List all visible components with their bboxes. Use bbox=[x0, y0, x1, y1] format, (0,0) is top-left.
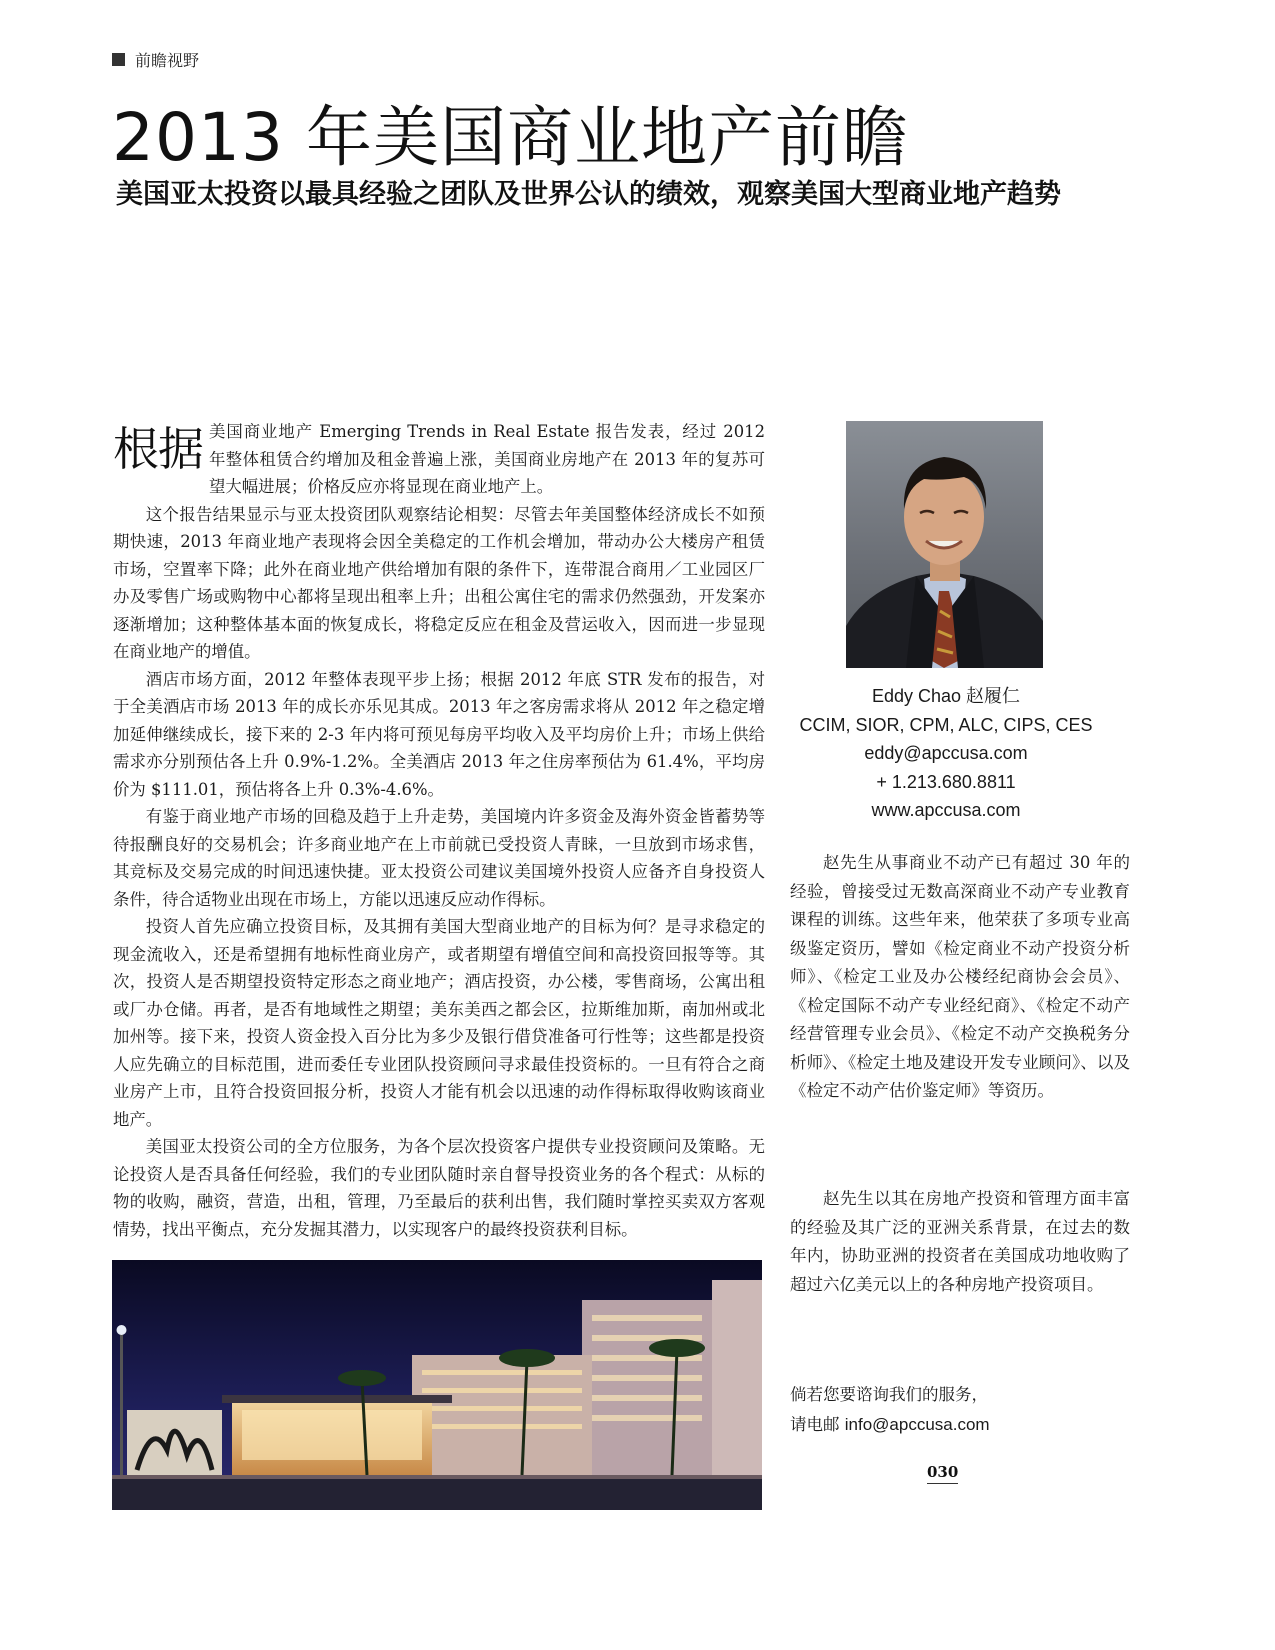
drop-cap: 根据 bbox=[113, 422, 203, 476]
article-lead-text: 美国商业地产 Emerging Trends in Real Estate 报告发表，经过 2012 年整体租赁合约增加及租金普遍上涨，美国商业房地产在 2013 年的复苏可望大幅进展；价格反应亦将显现在商业地产上。 bbox=[209, 422, 765, 496]
bio-paragraph: 赵先生以其在房地产投资和管理方面丰富的经验及其广泛的亚洲关系背景，在过去的数年内，协助亚洲的投资者在美国成功地收购了超过六亿美元以上的各种房地产投资项目。 bbox=[790, 1189, 1130, 1294]
inquiry-line: 倘若您要谘询我们的服务， bbox=[790, 1385, 988, 1404]
portrait-photo bbox=[846, 421, 1043, 668]
article-paragraph: 投资人首先应确立投资目标，及其拥有美国大型商业地产的目标为何？是寻求稳定的现金流收入，还是希望拥有地标性商业房产，或者期望有增值空间和高投资回报等等。其次，投资人是否期望投资特定形态之商业地产；酒店投资，办公楼，零售商场，公寓出租或厂办仓储。再者，是否有地域性之期望；美东美西之都会区，拉斯维加斯，南加州或北加州等。接下来，投资人资金投入百分比为多少及银行借贷准备可行性等；这些都是投资人应先确立的目标范围，进而委任专业团队投资顾问寻求最佳投资标的。一旦有符合之商业房产上市，且符合投资回报分析，投资人才能有机会以迅速的动作得标取得收购该商业地产。 bbox=[113, 917, 765, 1129]
article-paragraph: 有鉴于商业地产市场的回稳及趋于上升走势，美国境内许多资金及海外资金皆蓄势等待报酬良好的交易机会；许多商业地产在上市前就已受投资人青睐，一旦放到市场求售，其竞标及交易完成的时间迅速快捷。亚太投资公司建议美国境外投资人应备齐自身投资人条件，待合适物业出现在市场上，方能以迅速反应动作得标。 bbox=[113, 807, 765, 909]
section-tag-label: 前瞻视野 bbox=[135, 51, 200, 70]
section-tag bbox=[112, 48, 199, 71]
building-photo bbox=[112, 1260, 762, 1510]
inquiry-email[interactable]: info@apccusa.com bbox=[844, 1415, 990, 1434]
inquiry-block bbox=[790, 1380, 990, 1440]
inquiry-email-line bbox=[790, 1410, 990, 1440]
article-body bbox=[113, 418, 765, 1243]
contact-email[interactable]: eddy@apccusa.com bbox=[864, 743, 1028, 763]
bio-paragraph: 赵先生从事商业不动产已有超过 30 年的经验，曾接受过无数高深商业不动产专业教育课程的训练。这些年来，他荣获了多项专业高级鉴定资历，譬如《检定商业不动产投资分析师》、《检定工业及办公楼经纪商协会会员》、《检定国际不动产专业经纪商》、《检定不动产经营管理专业会员》、《检定不动产交换税务分析师》、《检定土地及建设开发专业顾问》、以及《检定不动产估价鉴定师》等资历。 bbox=[790, 853, 1130, 1100]
bio-section-1 bbox=[790, 849, 1130, 1106]
article-paragraph: 这个报告结果显示与亚太投资团队观察结论相契：尽管去年美国整体经济成长不如预期快速，2013 年商业地产表现将会因全美稳定的工作机会增加，带动办公大楼房产租赁市场，空置率下降；此外在商业地产供给增加有限的条件下，连带混合商用／工业园区厂办及零售广场或购物中心都将呈现出租率上升；出租公寓住宅的需求仍然强劲，开发案亦逐渐增加；这种整体基本面的恢复成长，将稳定反应在租金及营运收入，因而进一步显现在商业地产的增值。 bbox=[113, 504, 765, 661]
article-lead-paragraph bbox=[113, 418, 765, 501]
article-paragraph: 酒店市场方面，2012 年整体表现平步上扬；根据 2012 年底 STR 发布的报告，对于全美酒店市场 2013 年的成长亦乐见其成。2013 年之客房需求将从 2012 年之稳定增加延伸继续成长，接下来的 2-3 年内将可预见每房平均收入及平均房价上升；市场上供给需求亦分别预估各上升 0.9%-1.2%。全美酒店 2013 年之住房率预估为 61.4%，平均房价为 $111.01，预估将各上升 0.3%-4.6%。 bbox=[113, 669, 765, 799]
bio-section-2 bbox=[790, 1185, 1130, 1299]
contact-credentials: CCIM, SIOR, CPM, ALC, CIPS, CES bbox=[799, 714, 1093, 735]
contact-card bbox=[790, 682, 1102, 825]
contact-phone[interactable]: + 1.213.680.8811 bbox=[876, 771, 1016, 792]
article-paragraph: 美国亚太投资公司的全方位服务，为各个层次投资客户提供专业投资顾问及策略。无论投资人是否具备任何经验，我们的专业团队随时亲自督导投资业务的各个程式：从标的物的收购，融资，营造，出租，管理，乃至最后的获利出售，我们随时掌控买卖双方客观情势，找出平衡点，充分发掘其潜力，以实现客户的最终投资获利目标。 bbox=[113, 1137, 765, 1239]
page-subtitle: 美国亚太投资以最具经验之团队及世界公认的绩效，观察美国大型商业地产趋势 bbox=[116, 179, 1061, 210]
contact-name: Eddy Chao 赵履仁 bbox=[871, 686, 1021, 706]
inquiry-prefix: 请电邮 bbox=[790, 1415, 845, 1434]
square-bullet-icon bbox=[112, 53, 125, 66]
page-number: 030 bbox=[927, 1463, 958, 1484]
page-title: 2013 年美国商业地产前瞻 bbox=[112, 99, 909, 176]
contact-website[interactable]: www.apccusa.com bbox=[871, 800, 1021, 820]
